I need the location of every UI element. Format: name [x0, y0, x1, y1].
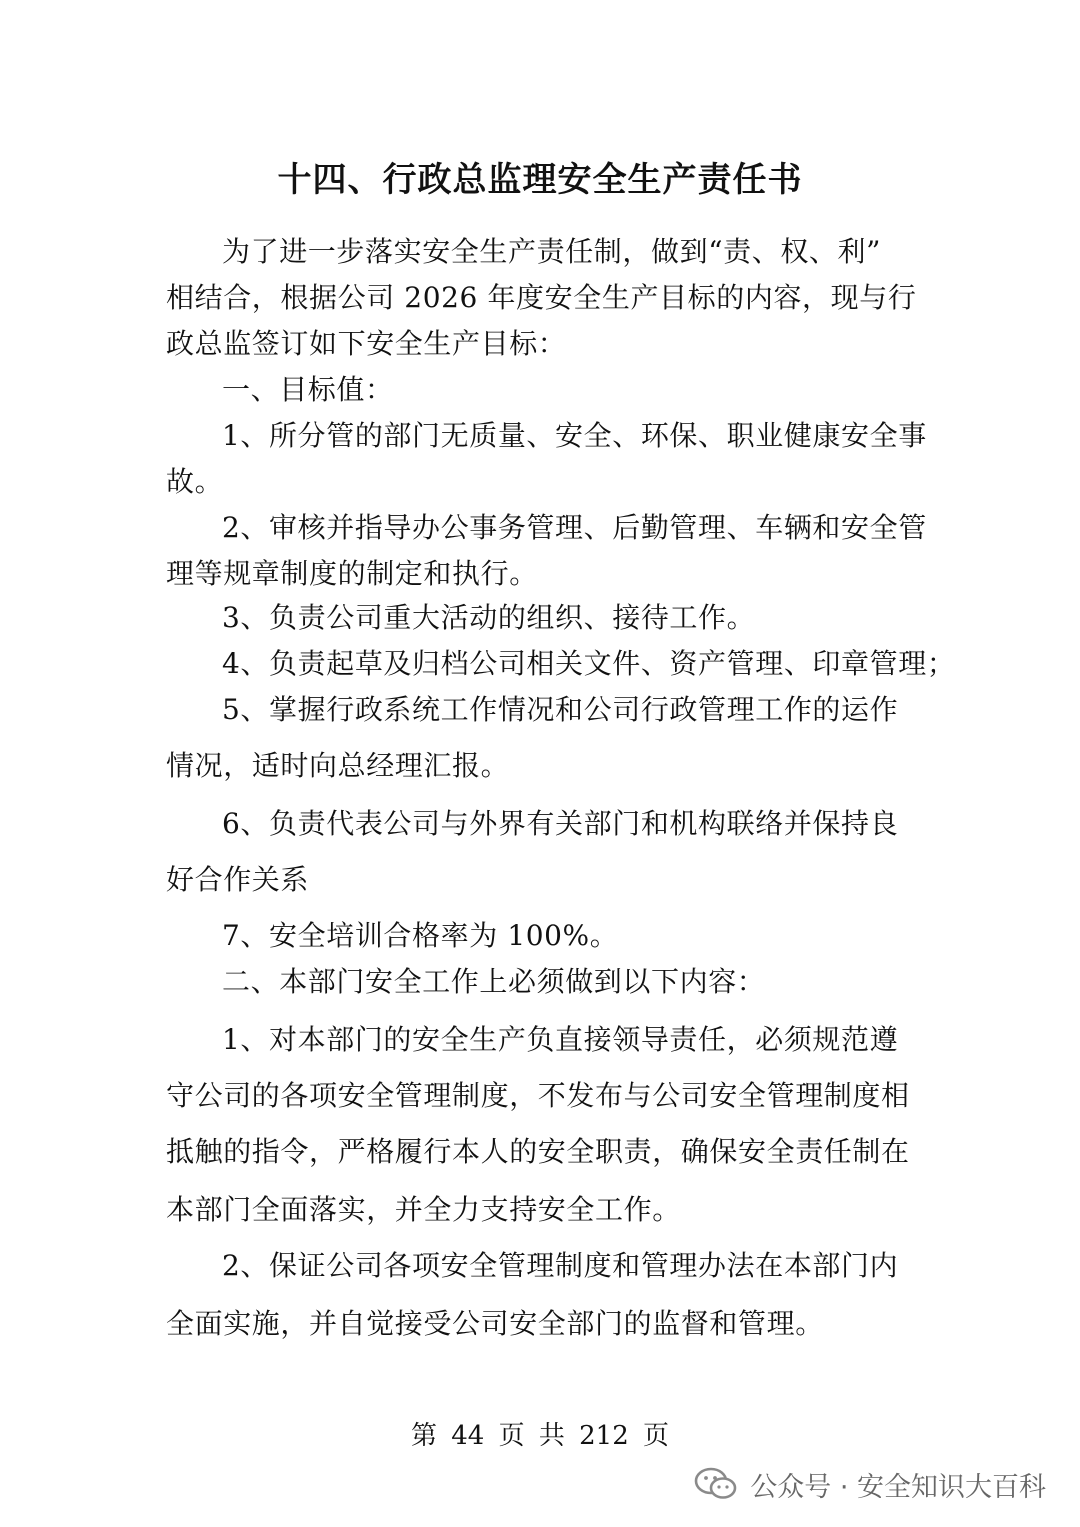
list-item-continuation: 抵触的指令，严格履行本人的安全职责，确保安全责任制在: [166, 1135, 910, 1168]
list-item-continuation: 全面实施，并自觉接受公司安全部门的监督和管理。: [166, 1307, 824, 1340]
document-title: 十四、行政总监理安全生产责任书: [277, 160, 803, 200]
list-item: 2、保证公司各项安全管理制度和管理办法在本部门内: [222, 1249, 899, 1282]
list-item: 4、负责起草及归档公司相关文件、资产管理、印章管理；: [222, 647, 956, 680]
list-item: 7、安全培训合格率为 100%。: [222, 919, 619, 952]
list-item: 3、负责公司重大活动的组织、接待工作。: [222, 601, 756, 634]
paragraph-line: 为了进一步落实安全生产责任制，做到“责、权、利”: [222, 235, 882, 268]
paragraph-line: 政总监签订如下安全生产目标：: [166, 327, 567, 360]
wechat-icon: [694, 1466, 738, 1502]
section-heading: 二、本部门安全工作上必须做到以下内容：: [222, 965, 766, 998]
section-heading: 一、目标值：: [222, 373, 394, 406]
list-item: 2、审核并指导办公事务管理、后勤管理、车辆和安全管: [222, 511, 927, 544]
list-item-continuation: 好合作关系: [166, 863, 310, 896]
list-item-continuation: 情况，适时向总经理汇报。: [166, 749, 510, 782]
watermark-text: 公众号 · 安全知识大百科: [750, 1471, 1046, 1503]
list-item: 5、掌握行政系统工作情况和公司行政管理工作的运作: [222, 693, 899, 726]
list-item-continuation: 故。: [166, 465, 224, 498]
list-item-continuation: 本部门全面落实，并全力支持安全工作。: [166, 1193, 681, 1226]
list-item-continuation: 理等规章制度的制定和执行。: [166, 557, 538, 590]
list-item: 1、所分管的部门无质量、安全、环保、职业健康安全事: [222, 419, 927, 452]
list-item: 1、对本部门的安全生产负直接领导责任，必须规范遵: [222, 1023, 899, 1056]
page-number-footer: 第 44 页 共 212 页: [410, 1421, 670, 1451]
list-item: 6、负责代表公司与外界有关部门和机构联络并保持良: [222, 807, 899, 840]
list-item-continuation: 守公司的各项安全管理制度，不发布与公司安全管理制度相: [166, 1079, 910, 1112]
watermark: [694, 1462, 1046, 1506]
paragraph-line: 相结合，根据公司 2026 年度安全生产目标的内容，现与行: [166, 281, 917, 314]
